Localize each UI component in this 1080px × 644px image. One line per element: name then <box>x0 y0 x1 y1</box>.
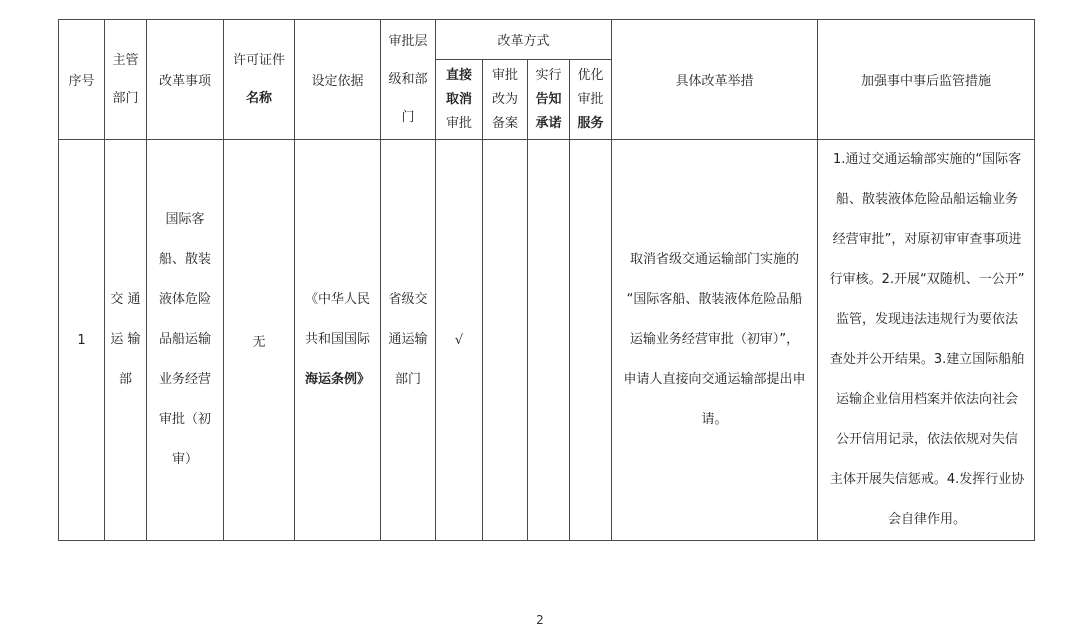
cell-item: 国际客 船、散装 液体危险 品船运输 业务经营 审批（初 审） <box>147 140 224 541</box>
header-measures: 具体改革举措 <box>612 20 818 140</box>
header-supervision: 加强事中事后监管措施 <box>818 20 1035 140</box>
cell-dept: 交 通 运 输 部 <box>105 140 147 541</box>
header-method-record: 审批 改为 备案 <box>483 60 528 140</box>
page-number: 2 <box>536 613 544 627</box>
header-method-optimize: 优化 审批 服务 <box>570 60 612 140</box>
header-license: 许可证件 名称 <box>224 20 295 140</box>
cell-level: 省级交 通运输 部门 <box>381 140 436 541</box>
cell-method-notify <box>528 140 570 541</box>
cell-method-cancel <box>436 140 483 541</box>
header-level: 审批层 级和部 门 <box>381 20 436 140</box>
cell-method-optimize <box>570 140 612 541</box>
cell-measures: 取消省级交通运输部门实施的 “国际客船、散装液体危险品船 运输业务经营审批（初审）”， 申请人直接向交通运输部提出申 请。 <box>612 140 818 541</box>
reform-table <box>58 19 1035 541</box>
cell-seq: 1 <box>59 140 105 541</box>
cell-method-record <box>483 140 528 541</box>
cell-license: 无 <box>224 140 295 541</box>
header-method-cancel: 直接 取消 审批 <box>436 60 483 140</box>
header-method-group: 改革方式 <box>436 20 612 60</box>
header-item: 改革事项 <box>147 20 224 140</box>
header-basis: 设定依据 <box>295 20 381 140</box>
cell-basis: 《中华人民 共和国国际 海运条例》 <box>295 140 381 541</box>
header-seq: 序号 <box>59 20 105 140</box>
header-dept: 主管 部门 <box>105 20 147 140</box>
checkmark-icon: √ <box>454 332 464 348</box>
cell-supervision: 1.通过交通运输部实施的“国际客 船、散装液体危险品船运输业务 经营审批”，对原初审审查事项进 行审核。2.开展“双随机、一公开” 监管，发现违法违规行为要依法 查处并公开结果。3.建立国际船舶 运输企业信用档案并依法向社会 公开信用记录，依法依规对失信 主体开展失信惩戒。4.发挥行业协 会自律作用。 <box>818 140 1035 541</box>
header-method-notify: 实行 告知 承诺 <box>528 60 570 140</box>
